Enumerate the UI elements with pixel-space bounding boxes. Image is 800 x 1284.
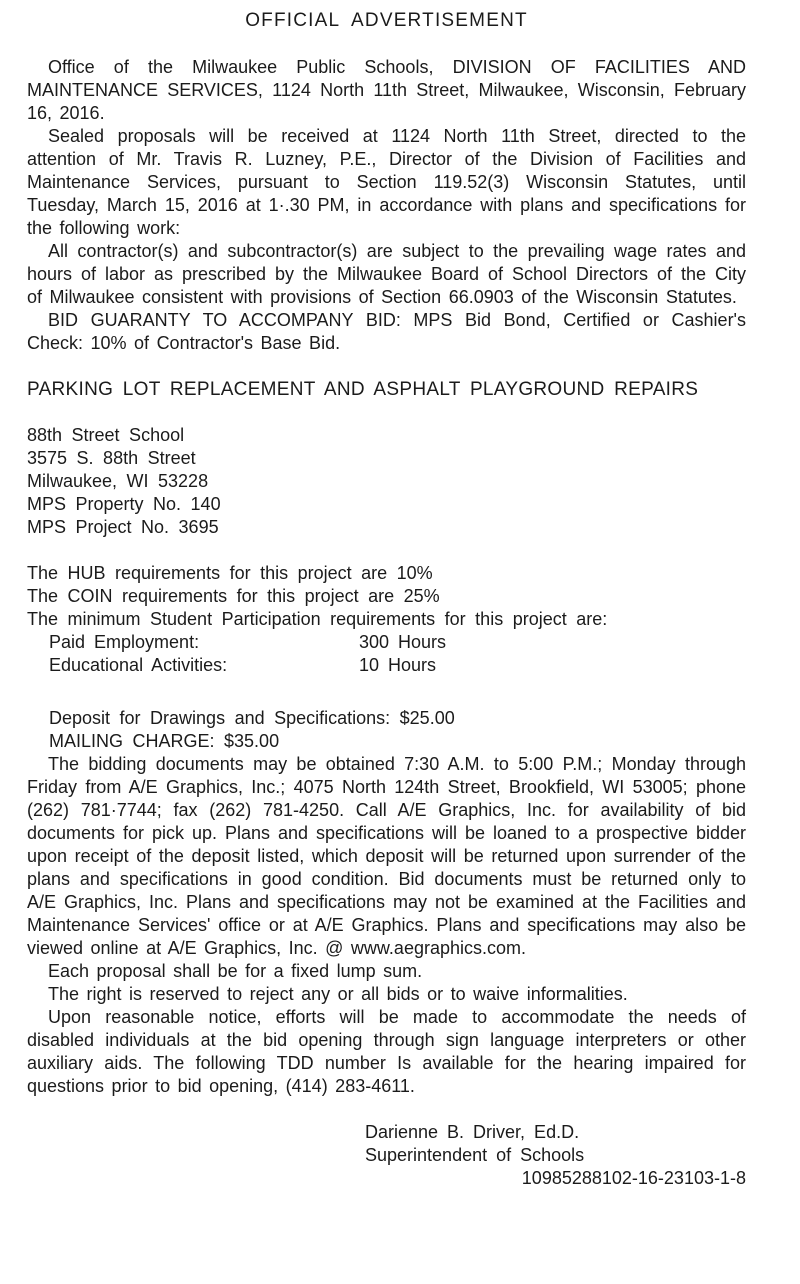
document-title: OFFICIAL ADVERTISEMENT bbox=[245, 10, 528, 31]
signatory-title: Superintendent of Schools bbox=[365, 1145, 585, 1165]
paragraph-bidding-documents: The bidding documents may be obtained 7:30 A.M. to 5:00 P.M.; Monday through Friday from A/E Graphics, Inc.; 4075 North 124th Street, Brookfield, WI 53005; phone (262) 781·7744; fax (262) 781-4250. Call A/E Graphics, Inc. for availability of bid documents for pick up. Plans and specifications will be loaned to a prospective bidder upon receipt of the deposit listed, which deposit will be returned upon surrender of the plans and specifications in good condition. Bid documents must be returned only to A/E Graphics, Inc. Plans and specifications may not be examined at the Facilities and Maintenance Services' office or at A/E Graphics. Plans and specifications may also be viewed online at A/E Graphics, Inc. @ www.aegraphics.com. bbox=[27, 754, 746, 958]
participation-label: Educational Activities: bbox=[49, 655, 228, 675]
coin-requirement-line: The COIN requirements for this project are 25% bbox=[27, 586, 440, 606]
mailing-charge-line: MAILING CHARGE: $35.00 bbox=[49, 731, 280, 751]
paragraph-sealed-proposals: Sealed proposals will be received at 1124 North 11th Street, directed to the attention of Mr. Travis R. Luzney, P.E., Director of the Division of Facilities and Maintenance Services, pursuant to Section 119.52(3) Wisconsin Statutes, until Tuesday, March 15, 2016 at 1·.30 PM, in accordance with plans and specifications for the following work: bbox=[27, 126, 746, 238]
paragraph-accommodations: Upon reasonable notice, efforts will be made to accommodate the needs of disabled individuals at the bid opening through sign language interpreters or other auxiliary aids. The following TDD number Is available for the hearing impaired for questions prior to bid opening, (414) 283-4611. bbox=[27, 1007, 746, 1096]
deposit-line: Deposit for Drawings and Specifications: $25.00 bbox=[49, 708, 455, 728]
requirements-block bbox=[27, 562, 746, 677]
project-info-project-number: MPS Project No. 3695 bbox=[27, 517, 219, 537]
project-info-block bbox=[27, 424, 746, 539]
reference-number: 10985288102-16-23103-1-8 bbox=[521, 1168, 746, 1188]
project-info-street-address: 3575 S. 88th Street bbox=[27, 448, 196, 468]
fees-block bbox=[27, 707, 746, 753]
project-info-school-name: 88th Street School bbox=[27, 425, 185, 445]
project-info-property-number: MPS Property No. 140 bbox=[27, 494, 221, 514]
signatory-name: Darienne B. Driver, Ed.D. bbox=[365, 1122, 580, 1142]
participation-value: 10 Hours bbox=[359, 655, 437, 675]
paragraph-right-to-reject: The right is reserved to reject any or all bids or to waive informalities. bbox=[48, 984, 628, 1004]
participation-value: 300 Hours bbox=[359, 632, 447, 652]
signature-block bbox=[365, 1121, 746, 1167]
hub-requirement-line: The HUB requirements for this project are 10% bbox=[27, 563, 433, 583]
participation-row-educational-activities bbox=[27, 654, 746, 677]
project-heading: PARKING LOT REPLACEMENT AND ASPHALT PLAYGROUND REPAIRS bbox=[27, 379, 699, 400]
participation-label: Paid Employment: bbox=[49, 632, 200, 652]
paragraph-prevailing-wage: All contractor(s) and subcontractor(s) are subject to the prevailing wage rates and hours of labor as prescribed by the Milwaukee Board of School Directors of the City of Milwaukee consistent with provisions of Section 66.0903 of the Wisconsin Statutes. bbox=[27, 241, 746, 307]
paragraph-fixed-lump-sum: Each proposal shall be for a fixed lump sum. bbox=[48, 961, 423, 981]
paragraph-bid-guaranty: BID GUARANTY TO ACCOMPANY BID: MPS Bid Bond, Certified or Cashier's Check: 10% of Contractor's Base Bid. bbox=[27, 310, 746, 353]
participation-row-paid-employment bbox=[27, 631, 746, 654]
paragraph-office-info: Office of the Milwaukee Public Schools, DIVISION OF FACILITIES AND MAINTENANCE SERVICES, 1124 North 11th Street, Milwaukee, Wisconsin, February 16, 2016. bbox=[27, 57, 746, 123]
student-participation-intro-line: The minimum Student Participation requirements for this project are: bbox=[27, 609, 608, 629]
project-info-city-state-zip: Milwaukee, WI 53228 bbox=[27, 471, 209, 491]
